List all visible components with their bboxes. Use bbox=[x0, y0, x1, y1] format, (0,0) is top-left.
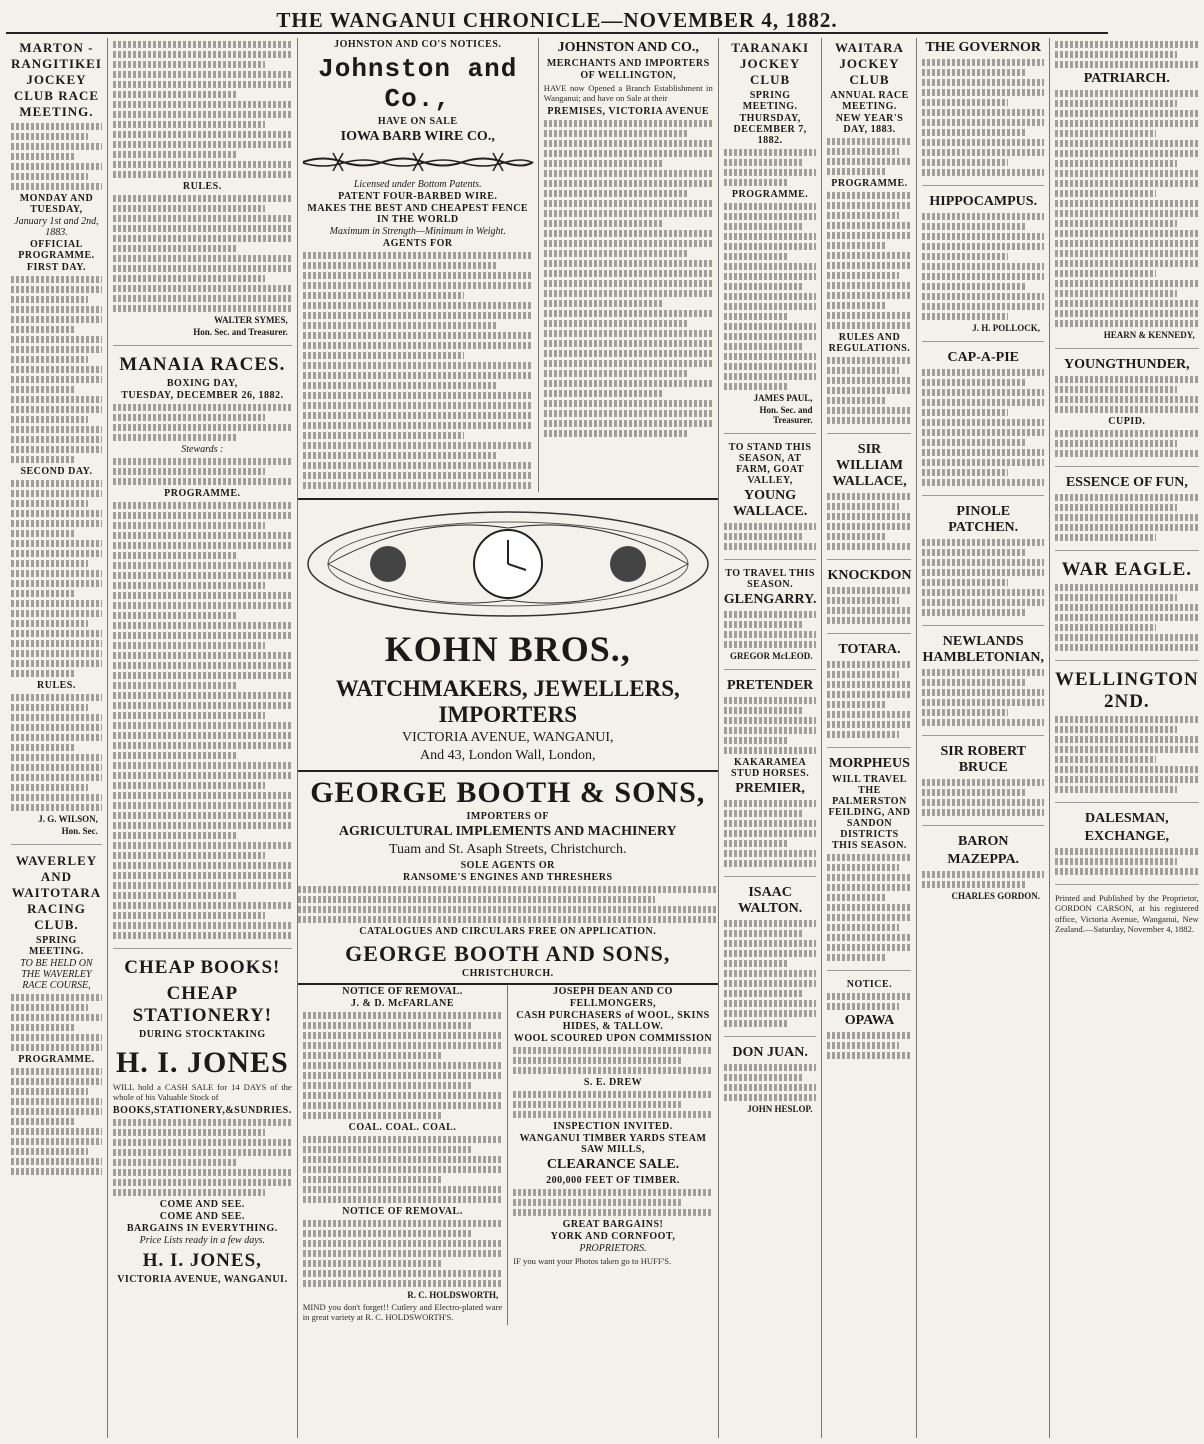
don-juan: DON JUAN. bbox=[732, 1045, 808, 1060]
barb-wire: IOWA BARB WIRE CO., bbox=[340, 129, 495, 144]
newlands-hambletonian: NEWLANDS HAMBLETONIAN, bbox=[922, 634, 1044, 665]
taranaki-programme: PROGRAMME. bbox=[731, 189, 809, 200]
johnston-co: JOHNSTON AND CO., bbox=[557, 40, 699, 55]
waverley-signature-title: Hon. Sec. and Treasurer. bbox=[193, 327, 288, 337]
youngthunder-notice bbox=[1055, 357, 1199, 467]
booth-ransome: RANSOME'S ENGINES AND THRESHERS bbox=[402, 872, 613, 883]
during-stocktaking: DURING STOCKTAKING bbox=[138, 1029, 266, 1040]
wellington-notice bbox=[1055, 669, 1199, 803]
sir-william-wallace-notice bbox=[827, 442, 911, 560]
second-day-heading: SECOND DAY. bbox=[20, 466, 93, 477]
premises-line: PREMISES, VICTORIA AVENUE bbox=[547, 105, 710, 117]
war-eagle-notice bbox=[1055, 559, 1199, 661]
pinole-patchen-notice bbox=[922, 504, 1043, 626]
kohn-name: KOHN BROS., bbox=[384, 629, 631, 669]
wool-scoured: WOOL SCOURED UPON COMMISSION bbox=[513, 1033, 713, 1044]
column-1 bbox=[6, 38, 108, 1438]
books-stationery-line: BOOKS,STATIONERY,&SUNDRIES. bbox=[112, 1104, 292, 1116]
come-and-see-2: COME AND SEE. bbox=[159, 1210, 245, 1222]
waitara-programme: PROGRAMME. bbox=[831, 178, 908, 189]
price-lists: Price Lists ready in a few days. bbox=[139, 1234, 266, 1246]
booth-implements: AGRICULTURAL IMPLEMENTS AND MACHINERY bbox=[338, 824, 677, 839]
column-8 bbox=[1050, 38, 1204, 1438]
waverley-rules-notice bbox=[113, 41, 292, 346]
cap-a-pie: CAP-A-PIE bbox=[947, 350, 1019, 365]
baron-notice bbox=[922, 834, 1043, 909]
proprietors: PROPRIETORS. bbox=[579, 1243, 647, 1254]
taranaki-title: TARANAKI JOCKEY CLUB bbox=[731, 40, 810, 87]
dalesman: DALESMAN, bbox=[1085, 811, 1169, 826]
morpheus-notice bbox=[827, 756, 911, 971]
opawa-notice bbox=[827, 979, 911, 1068]
glengarry-notice bbox=[724, 568, 817, 670]
mcfarlane-name: J. & D. McFARLANE bbox=[350, 998, 455, 1009]
cheap-stationery: CHEAP STATIONERY! bbox=[132, 983, 273, 1026]
come-and-see: COME AND SEE. bbox=[159, 1198, 245, 1210]
don-juan-notice bbox=[724, 1045, 817, 1122]
james-paul-title: Hon. Sec. and Treasurer. bbox=[759, 405, 813, 425]
kohn-address-2: And 43, London Wall, London, bbox=[419, 748, 596, 763]
waverley-race-notice bbox=[11, 853, 102, 1184]
will-travel: WILL TRAVEL THE PALMERSTON FEILDING, AND SANDON DISTRICTS THIS SEASON. bbox=[828, 774, 911, 851]
masthead: THE WANGANUI CHRONICLE—NOVEMBER 4, 1882. bbox=[6, 6, 1108, 34]
opawa: OPAWA bbox=[844, 1013, 895, 1028]
marton-race-notice bbox=[11, 40, 102, 845]
york-cornfoot: YORK AND CORNFOOT, bbox=[550, 1231, 676, 1242]
kohn-trade: WATCHMAKERS, JEWELLERS, IMPORTERS bbox=[335, 676, 680, 727]
meeting-days: MONDAY AND TUESDAY, bbox=[19, 193, 94, 215]
licensed-line: Licensed under Bottom Patents. bbox=[353, 179, 482, 190]
race-meeting-title: MARTON - RANGITIKEI JOCKEY CLUB RACE MEETING. bbox=[11, 40, 102, 119]
essence-notice bbox=[1055, 475, 1199, 551]
s-e-drew: S. E. DREW bbox=[583, 1077, 643, 1088]
manaia-date: TUESDAY, DECEMBER 26, 1882. bbox=[121, 390, 284, 401]
agents-for: AGENTS FOR bbox=[382, 238, 453, 249]
booth-importers: IMPORTERS OF bbox=[466, 811, 550, 822]
pinole-patchen: PINOLE PATCHEN. bbox=[948, 504, 1019, 535]
newlands-notice bbox=[922, 634, 1043, 736]
meeting-dates: January 1st and 2nd, 1883. bbox=[14, 216, 99, 238]
manaia-races-notice bbox=[113, 354, 292, 949]
cap-a-pie-notice bbox=[922, 350, 1043, 496]
charles-gordon: CHARLES GORDON. bbox=[951, 891, 1040, 901]
columns bbox=[6, 38, 1199, 1438]
huffs-text: IF you want your Photos taken go to HUFF'S. bbox=[513, 1256, 672, 1266]
knockdon: KNOCKDON bbox=[827, 568, 912, 583]
wellington-2nd: WELLINGTON 2ND. bbox=[1054, 669, 1199, 712]
morpheus: MORPHEUS bbox=[829, 756, 910, 771]
removal-heading-2: NOTICE OF REMOVAL. bbox=[342, 1206, 463, 1217]
john-heslop: JOHN HESLOP. bbox=[747, 1104, 813, 1114]
pollock: J. H. POLLOCK, bbox=[972, 323, 1040, 333]
bargains-line: BARGAINS IN EVERYTHING. bbox=[126, 1222, 278, 1234]
great-bargains: GREAT BARGAINS! bbox=[562, 1219, 664, 1230]
booth-name-2: GEORGE BOOTH AND SONS, bbox=[345, 941, 671, 966]
rules-heading-2: RULES. bbox=[182, 181, 222, 192]
coal-heading: COAL. COAL. COAL. bbox=[348, 1122, 457, 1133]
cheap-books: CHEAP BOOKS! bbox=[124, 957, 281, 978]
fence-sub: Maximum in Strength—Minimum in Weight. bbox=[329, 226, 506, 237]
timber-yards: WANGANUI TIMBER YARDS STEAM SAW MILLS, bbox=[519, 1133, 707, 1155]
merchants-line: MERCHANTS AND IMPORTERS bbox=[546, 58, 710, 69]
johnston-notices-header: JOHNSTON AND CO'S NOTICES. bbox=[334, 39, 502, 50]
pretender-notice bbox=[724, 678, 817, 877]
manaia-day: BOXING DAY, bbox=[166, 378, 238, 389]
patriarch-notice bbox=[1055, 41, 1199, 349]
dalesman-notice bbox=[1055, 811, 1199, 885]
rules-regulations: RULES AND REGULATIONS. bbox=[828, 332, 911, 354]
of-wellington: OF WELLINGTON, bbox=[580, 70, 677, 81]
kohn-logo bbox=[298, 504, 718, 624]
secretary-title: Hon. Sec. bbox=[61, 826, 98, 836]
gregor-mcleod: GREGOR McLEOD. bbox=[729, 651, 813, 661]
manaia-programme-heading: PROGRAMME. bbox=[164, 488, 241, 499]
column-7 bbox=[917, 38, 1049, 1438]
waverley-title: WAVERLEY AND WAITOTARA RACING CLUB. bbox=[11, 853, 102, 932]
james-paul: JAMES PAUL, bbox=[753, 393, 813, 403]
first-day-heading: FIRST DAY. bbox=[26, 262, 86, 273]
booth-location: Tuam and St. Asaph Streets, Christchurch. bbox=[389, 842, 627, 857]
dean-timber-adverts bbox=[508, 985, 718, 1325]
waverley-programme-heading: PROGRAMME. bbox=[18, 1054, 95, 1065]
rules-heading: RULES. bbox=[37, 680, 76, 691]
h-i-jones-name-2: H. I. JONES, bbox=[142, 1249, 262, 1271]
knockdon-notice bbox=[827, 568, 911, 634]
totara: TOTARA. bbox=[838, 642, 901, 657]
booth-sole-agents: SOLE AGENTS OR bbox=[460, 860, 555, 871]
baron: BARON bbox=[957, 834, 1009, 849]
exchange: EXCHANGE, bbox=[1084, 829, 1170, 844]
stand-this-season: TO STAND THIS SEASON, AT FARM, GOAT VALLEY, bbox=[728, 442, 812, 486]
travel-this-season: TO TRAVEL THIS SEASON. bbox=[725, 568, 815, 590]
cash-sale-text: WILL hold a CASH SALE for 14 DAYS of the whole of his Valuable Stock of bbox=[112, 1082, 292, 1103]
patriarch: PATRIARCH. bbox=[1083, 71, 1170, 86]
barbed-wire-icon bbox=[303, 149, 533, 175]
george-booth-advert bbox=[298, 770, 718, 979]
mind-text: MIND you don't forget!! Cutlery and Electro-plated ware in great variety at R. C. HOLDSWORTH'S. bbox=[302, 1302, 503, 1323]
notice-heading: NOTICE. bbox=[846, 979, 893, 990]
secretary-name: J. G. WILSON, bbox=[38, 814, 98, 824]
pretender: PRETENDER bbox=[726, 678, 814, 693]
sir-robert-bruce: SIR ROBERT BRUCE bbox=[940, 744, 1026, 775]
h-i-jones-name: H. I. JONES bbox=[115, 1046, 289, 1079]
kohn-address-1: VICTORIA AVENUE, WANGANUI, bbox=[401, 730, 614, 745]
kakaramea: KAKARAMEA STUD HORSES. bbox=[730, 757, 810, 779]
governor-notice bbox=[922, 40, 1043, 186]
holdsworth-name: R. C. HOLDSWORTH, bbox=[407, 1290, 499, 1300]
isaac-walton: ISAAC WALTON. bbox=[738, 885, 803, 916]
fence-line: MAKES THE BEST AND CHEAPEST FENCE IN THE WORLD bbox=[307, 203, 529, 225]
essence-of-fun: ESSENCE OF FUN, bbox=[1065, 475, 1188, 490]
cupid: CUPID. bbox=[1108, 416, 1146, 427]
inspection-invited: INSPECTION INVITED. bbox=[553, 1121, 673, 1132]
youngthunder: YOUNGTHUNDER, bbox=[1064, 357, 1190, 372]
waitara-annual: ANNUAL RACE MEETING. bbox=[830, 90, 909, 112]
totara-notice bbox=[827, 642, 911, 748]
waverley-signature: WALTER SYMES, bbox=[214, 315, 288, 325]
mazeppa: MAZEPPA. bbox=[947, 852, 1020, 867]
patent-line: PATENT FOUR-BARBED WIRE. bbox=[338, 191, 498, 202]
removal-notices bbox=[298, 985, 509, 1325]
h-i-jones-advert bbox=[113, 957, 292, 1292]
manaia-title: MANAIA RACES. bbox=[119, 354, 286, 375]
isaac-walton-notice bbox=[724, 885, 817, 1037]
waitara-title: WAITARA JOCKEY CLUB bbox=[835, 40, 904, 87]
war-eagle: WAR EAGLE. bbox=[1061, 559, 1193, 580]
removal-heading: NOTICE OF REMOVAL. bbox=[342, 986, 463, 997]
booth-city: CHRISTCHURCH. bbox=[461, 968, 554, 979]
column-6 bbox=[822, 38, 917, 1438]
sir-robert-bruce-notice bbox=[922, 744, 1043, 826]
the-governor: THE GOVERNOR bbox=[925, 40, 1041, 55]
kohn-bros-advert bbox=[298, 498, 718, 764]
jones-address: VICTORIA AVENUE, WANGANUI. bbox=[117, 1273, 288, 1285]
hippocampus-notice bbox=[922, 194, 1043, 342]
johnston-name: Johnston and Co., bbox=[318, 54, 518, 114]
taranaki-jockey-club bbox=[724, 40, 817, 434]
sir-william-wallace: SIR WILLIAM WALLACE, bbox=[832, 442, 907, 489]
stewards-label: Stewards : bbox=[181, 444, 224, 455]
premier: PREMIER, bbox=[735, 781, 805, 796]
waitara-date: NEW YEAR'S DAY, 1883. bbox=[835, 113, 904, 135]
taranaki-spring: SPRING MEETING. bbox=[742, 90, 798, 112]
spring-meeting: SPRING MEETING. bbox=[29, 935, 84, 957]
booth-name: GEORGE BOOTH & SONS, bbox=[310, 776, 706, 809]
have-on-sale: HAVE ON SALE bbox=[377, 116, 458, 127]
johnston-adverts bbox=[298, 38, 539, 492]
clearance-sale: CLEARANCE SALE. bbox=[546, 1157, 680, 1172]
printed-by: Printed and Published by the Proprietor, GORDON CARSON, at his registered office, Victoria Avenue, Wanganui, New Zealand.—Saturday, November 4, 1882. bbox=[1054, 893, 1199, 935]
column-5 bbox=[719, 38, 823, 1438]
fellmongers: FELLMONGERS, bbox=[569, 998, 657, 1009]
young-wallace: YOUNG WALLACE. bbox=[732, 488, 808, 519]
glengarry: GLENGARRY. bbox=[723, 592, 817, 607]
column-2 bbox=[108, 38, 298, 1438]
official-programme-heading: OFFICIAL PROGRAMME. bbox=[18, 239, 95, 261]
clock-emblem-icon bbox=[298, 504, 718, 624]
waitara-jockey-club bbox=[827, 40, 911, 434]
hearn-kennedy: HEARN & KENNEDY, bbox=[1103, 330, 1195, 340]
feet-of-timber: 200,000 FEET OF TIMBER. bbox=[546, 1175, 680, 1186]
dean-name: JOSEPH DEAN AND CO bbox=[553, 986, 673, 997]
cash-purchasers: CASH PURCHASERS of WOOL, SKINS HIDES, & TALLOW. bbox=[516, 1010, 710, 1032]
hippocampus: HIPPOCAMPUS. bbox=[929, 194, 1038, 209]
booth-catalogues: CATALOGUES AND CIRCULARS FREE ON APPLICATION. bbox=[359, 926, 657, 937]
johnston-merchants bbox=[539, 38, 718, 492]
have-opened-text: HAVE now Opened a Branch Establishment in Wanganui; and have on Sale at their bbox=[543, 83, 713, 104]
barb-wire-illustration bbox=[303, 149, 533, 175]
taranaki-date: THURSDAY, DECEMBER 7, 1882. bbox=[733, 113, 807, 146]
young-wallace-notice bbox=[724, 442, 817, 560]
spring-detail: TO BE HELD ON THE WAVERLEY RACE COURSE, bbox=[20, 958, 93, 991]
column-3-4 bbox=[298, 38, 719, 1438]
